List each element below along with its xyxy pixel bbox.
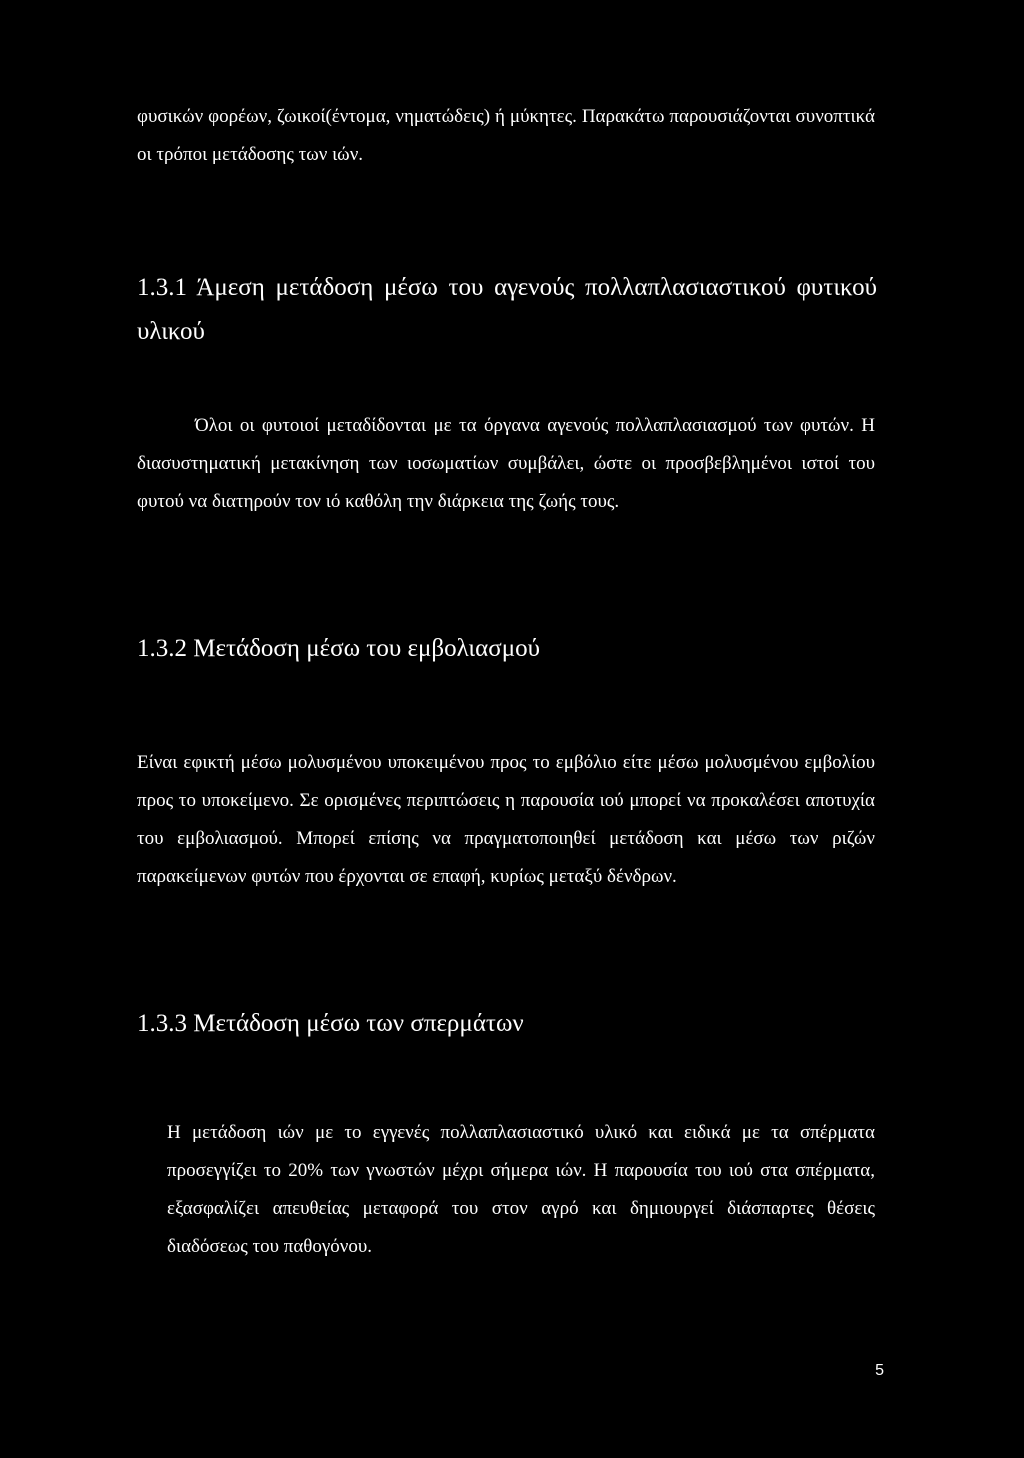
section-body-1-3-1: Όλοι οι φυτοιοί μεταδίδονται με τα όργανα αγενούς πολλαπλασιασμού των φυτών. Η διασυστηματική μετακίνηση των ιοσωματίων συμβάλει, ώστε οι προσβεβλημένοι ιστοί του φυτού να διατηρούν τον ιό καθόλη την διάρκεια της ζωής τους. xyxy=(137,415,875,512)
section-heading-1-3-1: 1.3.1 Άμεση μετάδοση μέσω του αγενούς πολλαπλασιαστικού φυτικού υλικού xyxy=(137,274,877,345)
section-body-1-3-3: Η μετάδοση ιών με το εγγενές πολλαπλασιαστικό υλικό και ειδικά με τα σπέρματα προσεγγίζει το 20% των γνωστών μέχρι σήμερα ιών. Η παρουσία του ιού στα σπέρματα, εξασφαλίζει απευθείας μεταφορά του στον αγρό και δημιουργεί διάσπαρτες θέσεις διαδόσεως του παθογόνου. xyxy=(167,1122,875,1257)
section-body-1-3-2: Είναι εφικτή μέσω μολυσμένου υποκειμένου προς το εμβόλιο είτε μέσω μολυσμένου εμβολίου προς το υποκείμενο. Σε ορισμένες περιπτώσεις η παρουσία ιού μπορεί να προκαλέσει αποτυχία του εμβολιασμού. Μπορεί επίσης να πραγματοποιηθεί μετάδοση και μέσω των ριζών παρακείμενων φυτών που έρχονται σε επαφή, κυρίως μεταξύ δένδρων. xyxy=(137,752,875,887)
section-heading-1-3-3: 1.3.3 Μετάδοση μέσω των σπερμάτων xyxy=(137,1010,524,1037)
intro-paragraph: φυσικών φορέων, ζωικοί(έντομα, νηματώδεις) ή μύκητες. Παρακάτω παρουσιάζονται συνοπτικά οι τρόποι μετάδοσης των ιών. xyxy=(137,106,875,165)
section-heading-1-3-2: 1.3.2 Μετάδοση μέσω του εμβολιασμού xyxy=(137,635,540,662)
page-number: 5 xyxy=(875,1362,884,1379)
